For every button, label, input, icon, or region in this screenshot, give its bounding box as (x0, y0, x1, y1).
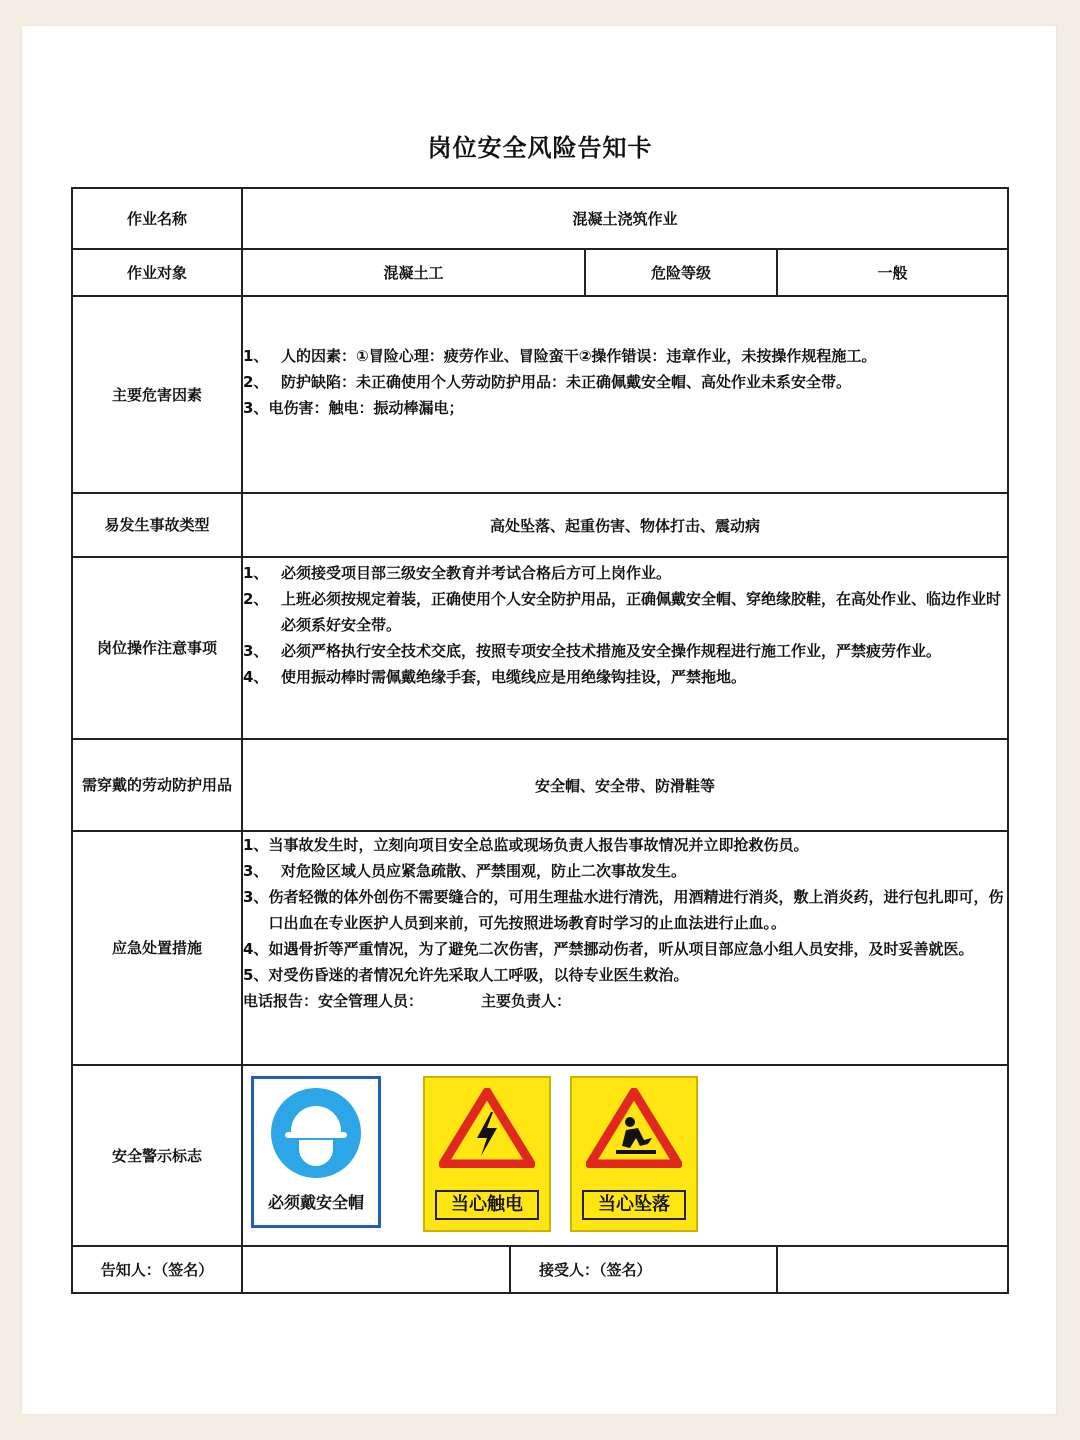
emergency-item: 5、 对受伤昏迷的者情况允许先采取人工呼吸，以待专业医生救治。 (243, 966, 689, 984)
helmet-sign-text: 必须戴安全帽 (267, 1193, 364, 1212)
row-job-target (72, 249, 1008, 296)
emergency-list (242, 831, 1008, 1065)
signs-area (242, 1065, 1008, 1246)
precaution-item: 2、 上班必须按规定着装，正确使用个人安全防护用品，正确佩戴安全帽、穿绝缘胶鞋，在高处作业、临边作业时必须系好安全带。 (243, 590, 1002, 634)
precautions-list (242, 557, 1008, 739)
risk-level-value: 一般 (777, 249, 1008, 296)
job-target-value: 混凝土工 (242, 249, 585, 296)
row-job-name (72, 188, 1008, 249)
hazards-label: 主要危害因素 (72, 296, 242, 493)
fall-warning-icon (586, 1088, 682, 1168)
precautions-label: 岗位操作注意事项 (72, 557, 242, 739)
notifier-label: 告知人：（签名） (72, 1246, 242, 1293)
fall-sign-text: 当心坠落 (582, 1190, 686, 1220)
risk-card-table (71, 187, 1009, 1294)
row-ppe (72, 739, 1008, 831)
risk-level-label: 危险等级 (585, 249, 777, 296)
emergency-item: 4、 如遇骨折等严重情况，为了避免二次伤害，严禁挪动伤者，听从项目部应急小组人员安排，及时妥善就医。 (243, 940, 974, 958)
row-hazards (72, 296, 1008, 493)
signs-label: 安全警示标志 (72, 1065, 242, 1246)
precaution-item: 4、 使用振动棒时需佩戴绝缘手套，电缆线应是用绝缘钩挂设，严禁拖地。 (243, 668, 747, 686)
precaution-item: 3、 必须严格执行安全技术交底，按照专项安全技术措施及安全操作规程进行施工作业，严禁疲劳作业。 (243, 642, 942, 660)
row-emergency (72, 831, 1008, 1065)
phone-report-line (243, 988, 1007, 1014)
ppe-label: 需穿戴的劳动防护用品 (72, 739, 242, 831)
row-accidents (72, 493, 1008, 557)
page-title: 岗位安全风险告知卡 (427, 134, 653, 162)
job-name-value: 混凝土浇筑作业 (242, 188, 1008, 249)
phone-safety-manager-label: 电话报告：安全管理人员： (243, 992, 424, 1010)
fall-hazard-sign (570, 1076, 698, 1232)
row-signs (72, 1065, 1008, 1246)
emergency-item: 3、 对危险区域人员应紧急疏散、严禁围观，防止二次事故发生。 (243, 862, 687, 880)
electric-shock-sign (423, 1076, 551, 1232)
helmet-required-sign (251, 1076, 381, 1228)
emergency-item: 3、 伤者轻微的体外创伤不需要缝合的，可用生理盐水进行清洗，用酒精进行消炎，敷上消炎药，进行包扎即可，伤口出血在专业医护人员到来前，可先按照进场教育时学习的止血法进行止血。。 (243, 888, 1004, 932)
hazard-item: 3、 电伤害：触电：振动棒漏电； (243, 399, 464, 417)
emergency-label: 应急处置措施 (72, 831, 242, 1065)
helmet-icon (271, 1088, 361, 1178)
hazards-list (242, 296, 1008, 493)
electric-sign-text: 当心触电 (435, 1190, 539, 1220)
row-signatures (72, 1246, 1008, 1293)
emergency-item: 1、 当事故发生时，立刻向项目安全总监或现场负责人报告事故情况并立即抢救伤员。 (243, 836, 809, 854)
row-precautions (72, 557, 1008, 739)
accidents-value: 高处坠落、起重伤害、物体打击、震动病 (242, 493, 1008, 557)
electric-warning-icon (439, 1088, 535, 1168)
phone-leader-label: 主要负责人： (481, 992, 572, 1010)
receiver-signature-field[interactable] (777, 1246, 1008, 1293)
job-name-label: 作业名称 (72, 188, 242, 249)
accidents-label: 易发生事故类型 (72, 493, 242, 557)
precaution-item: 1、 必须接受项目部三级安全教育并考试合格后方可上岗作业。 (243, 564, 672, 582)
receiver-label: 接受人：（签名） (510, 1246, 777, 1293)
notifier-signature-field[interactable] (242, 1246, 510, 1293)
job-target-label: 作业对象 (72, 249, 242, 296)
hazard-item: 1、 人的因素：①冒险心理：疲劳作业、冒险蛮干②操作错误：违章作业，未按操作规程施工。 (243, 347, 877, 365)
ppe-value: 安全帽、安全带、防滑鞋等 (242, 739, 1008, 831)
hazard-item: 2、 防护缺陷：未正确使用个人劳动防护用品：未正确佩戴安全帽、高处作业未系安全带。 (243, 373, 852, 391)
